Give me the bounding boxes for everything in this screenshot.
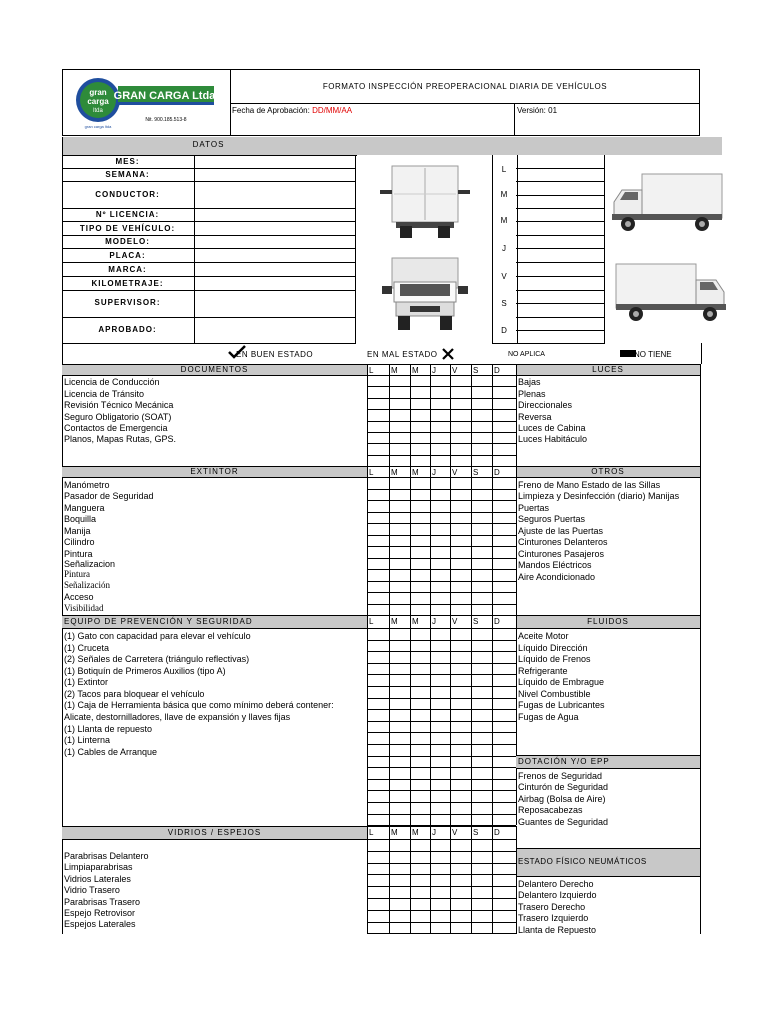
approval-value: DD/MM/AA [312, 106, 353, 115]
day-header-1: M [391, 617, 398, 626]
neumaticos-item: Llanta de Repuesto [518, 925, 597, 935]
field-conductor: CONDUCTOR: [95, 190, 160, 199]
equipo-item: Alicate, destornilladores, llave de expansión y llaves fijas [64, 712, 291, 722]
otros-item: Limpieza y Desinfección (diario) Manijas [518, 491, 680, 501]
dotacion-item: Reposacabezas [518, 805, 583, 815]
logo-text-ltda: ltda [93, 108, 103, 114]
extintor-item: Señalización [64, 580, 110, 590]
grid-hline [516, 768, 700, 769]
grid-hline [62, 477, 700, 478]
extintor-item: Boquilla [64, 514, 97, 524]
grid-hline [62, 839, 516, 840]
field-placa: PLACA: [109, 251, 146, 260]
logo-text-carga: carga [87, 97, 109, 106]
fluidos-item: Líquido de Frenos [518, 654, 591, 664]
logo-small-text: gran carga ltda [84, 124, 112, 129]
grid-vline [367, 826, 368, 934]
vidrios-item: Vidrio Trasero [64, 885, 120, 895]
grid-vline [389, 826, 390, 934]
doc-item: Licencia de Tránsito [64, 389, 145, 399]
grid-hline [62, 615, 700, 616]
day-header-5: S [473, 468, 479, 477]
grid-vline [410, 364, 411, 466]
datos-day-m2: M [500, 216, 508, 225]
day-header-6: D [494, 366, 500, 375]
field-aprobado: APROBADO: [98, 325, 157, 334]
field-licencia: Nº LICENCIA: [95, 210, 160, 219]
day-header-3: J [432, 468, 436, 477]
grid-vline [516, 364, 517, 466]
equipo-item: (2) Tacos para bloquear el vehículo [64, 689, 205, 699]
day-header-6: D [494, 617, 500, 626]
grid-vline [471, 826, 472, 934]
equipo-item: (1) Cables de Arranque [64, 747, 158, 757]
neumaticos-item: Delantero Izquierdo [518, 890, 597, 900]
day-header-1: M [391, 468, 398, 477]
dotacion-item: Airbag (Bolsa de Aire) [518, 794, 606, 804]
grid-vline [389, 466, 390, 615]
luces-item: Plenas [518, 389, 546, 399]
extintor-item: Pintura [64, 569, 90, 579]
grid-vline [410, 826, 411, 934]
day-header-6: D [494, 828, 500, 837]
day-header-0: L [369, 468, 374, 477]
day-header-5: S [473, 828, 479, 837]
equipo-item: (1) Cruceta [64, 643, 110, 653]
day-header-5: S [473, 366, 479, 375]
approval-label: Fecha de Aprobación: [232, 106, 313, 115]
grid-vline [430, 466, 431, 615]
grid-vline [367, 466, 368, 615]
vidrios-item: Vidrios Laterales [64, 874, 131, 884]
day-header-0: L [369, 617, 374, 626]
fluidos-item: Aceite Motor [518, 631, 569, 641]
grid-vline [516, 826, 517, 934]
otros-item: Cinturones Pasajeros [518, 549, 605, 559]
otros-item: Puertas [518, 503, 550, 513]
day-header-6: D [494, 468, 500, 477]
day-header-2: M [412, 828, 419, 837]
fluidos-item: Líquido de Embrague [518, 677, 605, 687]
section-dotacion-title: DOTACIÓN Y/O EPP [518, 757, 610, 766]
vidrios-item: Espejos Laterales [64, 919, 136, 929]
section-luces-title: LUCES [592, 365, 624, 374]
neumaticos-item: Trasero Derecho [518, 902, 586, 912]
datos-title: DATOS [192, 140, 225, 149]
field-mes: MES: [115, 157, 140, 166]
grid-hline [516, 848, 700, 849]
grid-vline [410, 615, 411, 825]
equipo-item: (1) Llanta de repuesto [64, 724, 153, 734]
section-vidrios-title: VIDRIOS / ESPEJOS [167, 828, 262, 837]
grid-vline [430, 615, 431, 825]
otros-item: Cinturones Delanteros [518, 537, 608, 547]
day-header-3: J [432, 617, 436, 626]
grid-hline [62, 628, 700, 629]
day-header-0: L [369, 366, 374, 375]
grid-vline [367, 364, 368, 466]
logo-text-gran: gran [89, 88, 107, 97]
day-header-3: J [432, 828, 436, 837]
legend-none: NO TIENE [634, 350, 672, 359]
day-header-2: M [412, 468, 419, 477]
doc-item: Revisión Técnico Mecánica [64, 400, 174, 410]
legend-good: EN BUEN ESTADO [236, 350, 314, 359]
datos-day-s: S [501, 299, 507, 308]
version-label: Versión: 01 [517, 106, 558, 115]
extintor-item: Manguera [64, 503, 105, 513]
luces-item: Bajas [518, 377, 541, 387]
otros-item: Mandos Eléctricos [518, 560, 592, 570]
grid-hline [62, 375, 700, 376]
grid-vline [389, 615, 390, 825]
grid-hline [62, 826, 516, 827]
grid-vline [410, 466, 411, 615]
section-documentos-title: DOCUMENTOS [180, 365, 249, 374]
grid-vline [471, 615, 472, 825]
vidrios-item: Espejo Retrovisor [64, 908, 136, 918]
grid-vline [389, 364, 390, 466]
section-otros-title: OTROS [591, 467, 625, 476]
extintor-item: Visibilidad [64, 603, 104, 613]
doc-item: Contactos de Emergencia [64, 423, 168, 433]
grid-vline [367, 615, 368, 825]
vidrios-item: Limpiaparabrisas [64, 862, 133, 872]
otros-item: Seguros Puertas [518, 514, 586, 524]
otros-item: Freno de Mano Estado de las Sillas [518, 480, 661, 490]
grid-vline [471, 364, 472, 466]
equipo-item: (1) Linterna [64, 735, 111, 745]
day-header-1: M [391, 366, 398, 375]
field-supervisor: SUPERVISOR: [94, 298, 161, 307]
field-marca: MARCA: [108, 265, 147, 274]
neumaticos-item: Delantero Derecho [518, 879, 594, 889]
extintor-item: Cilindro [64, 537, 95, 547]
otros-item: Ajuste de las Puertas [518, 526, 604, 536]
grid-vline [450, 466, 451, 615]
grid-vline [471, 466, 472, 615]
vidrios-item: Parabrisas Delantero [64, 851, 149, 861]
day-header-3: J [432, 366, 436, 375]
neumaticos-item: Trasero Izquierdo [518, 913, 589, 923]
day-header-2: M [412, 617, 419, 626]
day-header-4: V [452, 366, 458, 375]
dotacion-item: Cinturón de Seguridad [518, 782, 609, 792]
datos-day-m1: M [500, 190, 508, 199]
fluidos-item: Líquido Dirección [518, 643, 588, 653]
company-name: GRAN CARGA Ltda. [113, 90, 219, 102]
datos-day-d: D [501, 326, 507, 335]
datos-day-v: V [501, 272, 507, 281]
field-tipo-vehiculo: TIPO DE VEHÍCULO: [79, 224, 176, 233]
equipo-item: (2) Señales de Carretera (triángulo reflectivas) [64, 654, 250, 664]
luces-item: Luces de Cabina [518, 423, 586, 433]
day-header-1: M [391, 828, 398, 837]
datos-day-l: L [501, 165, 507, 174]
doc-item: Seguro Obligatorio (SOAT) [64, 412, 172, 422]
luces-item: Direccionales [518, 400, 573, 410]
section-fluidos-title: FLUIDOS [587, 617, 629, 626]
grid-vline [450, 364, 451, 466]
day-header-2: M [412, 366, 419, 375]
dotacion-item: Guantes de Seguridad [518, 817, 609, 827]
otros-item: Aire Acondicionado [518, 572, 596, 582]
fluidos-item: Nivel Combustible [518, 689, 591, 699]
equipo-item: (1) Gato con capacidad para elevar el vehículo [64, 631, 251, 641]
luces-item: Luces Habitáculo [518, 434, 588, 444]
grid-vline [430, 826, 431, 934]
equipo-item: (1) Botiquín de Primeros Auxilios (tipo A) [64, 666, 226, 676]
field-modelo: MODELO: [105, 237, 150, 246]
day-header-4: V [452, 828, 458, 837]
legend-bad: EN MAL ESTADO [367, 350, 438, 359]
datos-day-j: J [502, 244, 506, 253]
grid-vline [492, 826, 493, 934]
day-header-0: L [369, 828, 374, 837]
company-nit: Nit. 900.185.513-8 [145, 117, 187, 123]
field-kilometraje: KILOMETRAJE: [91, 279, 164, 288]
dotacion-item: Frenos de Seguridad [518, 771, 603, 781]
grid-vline [516, 615, 517, 825]
grid-vline [450, 826, 451, 934]
extintor-item: Manómetro [64, 480, 110, 490]
section-equipo-title: EQUIPO DE PREVENCIÓN Y SEGURIDAD [64, 617, 253, 626]
day-header-5: S [473, 617, 479, 626]
equipo-item: (1) Caja de Herramienta básica que como mínimo deberá contener: [64, 700, 334, 710]
doc-item: Licencia de Conducción [64, 377, 160, 387]
luces-item: Reversa [518, 412, 552, 422]
doc-item: Planos, Mapas Rutas, GPS. [64, 434, 177, 444]
extintor-item: Pintura [64, 549, 93, 559]
fluidos-item: Fugas de Lubricantes [518, 700, 605, 710]
grid-vline [62, 364, 63, 934]
grid-vline [430, 364, 431, 466]
section-neumaticos-title: ESTADO FÍSICO NEUMÁTICOS [518, 857, 647, 866]
section-extintor-title: EXTINTOR [190, 467, 239, 476]
grid-vline [700, 364, 701, 934]
day-header-4: V [452, 617, 458, 626]
extintor-item: Pasador de Seguridad [64, 491, 154, 501]
fluidos-item: Fugas de Agua [518, 712, 579, 722]
field-semana: SEMANA: [105, 170, 150, 179]
grid-vline [492, 466, 493, 615]
fluidos-item: Refrigerante [518, 666, 568, 676]
grid-vline [450, 615, 451, 825]
day-header-4: V [452, 468, 458, 477]
grid-hline [516, 876, 700, 877]
legend-na: NO APLICA [508, 351, 545, 358]
form-title: FORMATO INSPECCIÓN PREOPERACIONAL DIARIA DE VEHÍCULOS [322, 82, 608, 91]
vidrios-item: Parabrisas Trasero [64, 897, 141, 907]
grid-hline [516, 755, 700, 756]
extintor-item: Manija [64, 526, 91, 536]
grid-vline [492, 364, 493, 466]
grid-vline [516, 466, 517, 615]
grid-vline [492, 615, 493, 825]
extintor-item: Acceso [64, 592, 94, 602]
extintor-item: Señalizacion [64, 559, 116, 567]
equipo-item: (1) Extintor [64, 677, 109, 687]
